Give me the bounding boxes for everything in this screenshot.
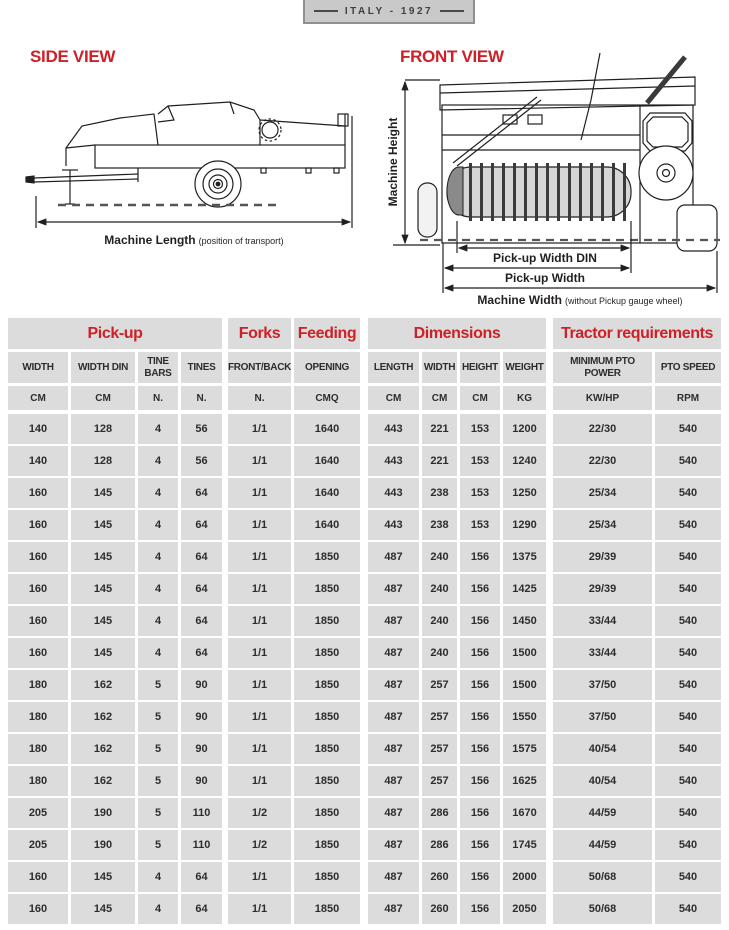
table-cell: 1745 — [503, 830, 546, 860]
machine-width-label: Machine Width (without Pickup gauge wheel) — [477, 293, 683, 307]
pickup-width-label: Pick-up Width — [505, 271, 585, 285]
table-row — [8, 894, 721, 926]
table-row — [8, 830, 721, 862]
table-cell: 1250 — [503, 478, 546, 508]
table-cell: 156 — [460, 766, 500, 796]
table-cell: 1375 — [503, 542, 546, 572]
table-cell: 487 — [368, 798, 419, 828]
table-cell: 1/1 — [228, 510, 291, 540]
table-cell: 1640 — [294, 510, 360, 540]
table-column-header: WIDTH DIN — [71, 352, 135, 383]
table-cell: 1240 — [503, 446, 546, 476]
table-cell: 64 — [181, 574, 222, 604]
table-cell: 56 — [181, 446, 222, 476]
table-cell: 487 — [368, 830, 419, 860]
table-column-header: TINE BARS — [138, 352, 178, 383]
table-cell: 37/50 — [553, 702, 652, 732]
table-row — [8, 606, 721, 638]
table-cell: 160 — [8, 894, 68, 924]
table-unit-cell: N. — [138, 386, 178, 410]
table-cell: 1/1 — [228, 862, 291, 892]
table-unit-cell: KG — [503, 386, 546, 410]
table-cell: 64 — [181, 542, 222, 572]
table-cell: 257 — [422, 702, 457, 732]
table-column-header: WEIGHT — [503, 352, 546, 383]
table-cell: 190 — [71, 830, 135, 860]
table-unit-cell: KW/HP — [553, 386, 652, 410]
table-cell: 240 — [422, 606, 457, 636]
table-cell: 128 — [71, 414, 135, 444]
table-cell: 1500 — [503, 638, 546, 668]
table-row — [8, 670, 721, 702]
table-cell: 153 — [460, 414, 500, 444]
table-cell: 205 — [8, 798, 68, 828]
table-cell: 4 — [138, 542, 178, 572]
table-cell: 1850 — [294, 830, 360, 860]
table-cell: 145 — [71, 574, 135, 604]
table-cell: 4 — [138, 414, 178, 444]
table-cell: 40/54 — [553, 766, 652, 796]
table-cell: 90 — [181, 670, 222, 700]
table-cell: 128 — [71, 446, 135, 476]
table-unit-cell: RPM — [655, 386, 721, 410]
table-cell: 140 — [8, 414, 68, 444]
table-cell: 1550 — [503, 702, 546, 732]
table-cell: 90 — [181, 702, 222, 732]
side-view-drawing — [8, 70, 375, 265]
table-cell: 44/59 — [553, 798, 652, 828]
table-cell: 145 — [71, 638, 135, 668]
table-cell: 4 — [138, 606, 178, 636]
table-column-header: FRONT/BACK — [228, 352, 291, 383]
table-cell: 5 — [138, 734, 178, 764]
table-cell: 1/1 — [228, 766, 291, 796]
table-column-header: PTO SPEED — [655, 352, 721, 383]
table-cell: 1850 — [294, 798, 360, 828]
table-cell: 257 — [422, 670, 457, 700]
table-cell: 1850 — [294, 542, 360, 572]
table-cell: 1/2 — [228, 798, 291, 828]
table-cell: 240 — [422, 542, 457, 572]
table-cell: 90 — [181, 734, 222, 764]
table-unit-cell: CM — [8, 386, 68, 410]
table-cell: 540 — [655, 574, 721, 604]
table-cell: 156 — [460, 542, 500, 572]
table-cell: 156 — [460, 574, 500, 604]
table-unit-cell: CM — [368, 386, 419, 410]
table-cell: 487 — [368, 638, 419, 668]
logo-dash-right — [440, 10, 464, 12]
table-cell: 50/68 — [553, 894, 652, 924]
table-cell: 64 — [181, 638, 222, 668]
table-group-title: Pick-up — [8, 318, 222, 349]
table-row — [8, 414, 721, 446]
table-cell: 443 — [368, 446, 419, 476]
table-row — [8, 574, 721, 606]
table-cell: 540 — [655, 894, 721, 924]
table-cell: 162 — [71, 766, 135, 796]
table-cell: 1850 — [294, 766, 360, 796]
table-row — [8, 542, 721, 574]
table-cell: 156 — [460, 606, 500, 636]
table-cell: 156 — [460, 670, 500, 700]
table-cell: 443 — [368, 478, 419, 508]
table-cell: 1670 — [503, 798, 546, 828]
table-cell: 1/1 — [228, 542, 291, 572]
table-cell: 1640 — [294, 414, 360, 444]
table-cell: 153 — [460, 510, 500, 540]
table-cell: 153 — [460, 446, 500, 476]
table-units-row — [8, 386, 721, 414]
table-cell: 180 — [8, 702, 68, 732]
table-cell: 1850 — [294, 894, 360, 924]
table-cell: 205 — [8, 830, 68, 860]
table-cell: 64 — [181, 510, 222, 540]
table-cell: 540 — [655, 862, 721, 892]
table-cell: 540 — [655, 670, 721, 700]
table-cell: 1640 — [294, 478, 360, 508]
table-cell: 160 — [8, 510, 68, 540]
table-cell: 540 — [655, 478, 721, 508]
table-cell: 4 — [138, 574, 178, 604]
table-cell: 1/1 — [228, 734, 291, 764]
table-cell: 180 — [8, 734, 68, 764]
table-cell: 1625 — [503, 766, 546, 796]
table-cell: 180 — [8, 766, 68, 796]
table-cell: 540 — [655, 510, 721, 540]
table-cell: 286 — [422, 798, 457, 828]
table-cell: 37/50 — [553, 670, 652, 700]
table-cell: 240 — [422, 638, 457, 668]
table-cell: 540 — [655, 766, 721, 796]
table-row — [8, 766, 721, 798]
table-cell: 160 — [8, 478, 68, 508]
table-cell: 190 — [71, 798, 135, 828]
table-cell: 260 — [422, 894, 457, 924]
table-cell: 145 — [71, 510, 135, 540]
table-group-title: Dimensions — [368, 318, 546, 349]
table-cell: 1/2 — [228, 830, 291, 860]
machine-length-label: Machine Length (position of transport) — [104, 233, 284, 247]
table-cell: 162 — [71, 670, 135, 700]
table-cell: 64 — [181, 606, 222, 636]
table-cell: 33/44 — [553, 606, 652, 636]
table-cell: 487 — [368, 606, 419, 636]
table-cell: 487 — [368, 670, 419, 700]
table-cell: 180 — [8, 670, 68, 700]
table-cell: 4 — [138, 862, 178, 892]
table-cell: 160 — [8, 862, 68, 892]
table-cell: 25/34 — [553, 478, 652, 508]
table-cell: 145 — [71, 478, 135, 508]
table-cell: 110 — [181, 830, 222, 860]
table-cell: 443 — [368, 510, 419, 540]
table-cell: 540 — [655, 734, 721, 764]
table-row — [8, 478, 721, 510]
table-cell: 1/1 — [228, 574, 291, 604]
table-cell: 160 — [8, 606, 68, 636]
table-cell: 540 — [655, 638, 721, 668]
table-row — [8, 446, 721, 478]
table-cell: 487 — [368, 894, 419, 924]
side-view-title: SIDE VIEW — [30, 47, 116, 66]
table-cell: 1450 — [503, 606, 546, 636]
table-cell: 153 — [460, 478, 500, 508]
table-cell: 50/68 — [553, 862, 652, 892]
table-cell: 56 — [181, 414, 222, 444]
table-cell: 5 — [138, 766, 178, 796]
table-cell: 1290 — [503, 510, 546, 540]
table-cell: 1200 — [503, 414, 546, 444]
table-cell: 240 — [422, 574, 457, 604]
table-row — [8, 638, 721, 670]
table-cell: 29/39 — [553, 574, 652, 604]
table-cell: 22/30 — [553, 446, 652, 476]
table-cell: 487 — [368, 862, 419, 892]
table-cell: 145 — [71, 606, 135, 636]
table-cell: 540 — [655, 798, 721, 828]
table-cell: 156 — [460, 862, 500, 892]
table-cell: 487 — [368, 702, 419, 732]
front-view-title: FRONT VIEW — [400, 47, 504, 66]
table-cell: 540 — [655, 830, 721, 860]
table-cell: 1/1 — [228, 702, 291, 732]
table-cell: 1640 — [294, 446, 360, 476]
table-cell: 156 — [460, 798, 500, 828]
table-cell: 1/1 — [228, 446, 291, 476]
table-cell: 1850 — [294, 862, 360, 892]
table-group-row — [8, 318, 721, 352]
table-cell: 64 — [181, 478, 222, 508]
table-cell: 145 — [71, 862, 135, 892]
brand-logo — [303, 0, 475, 24]
table-cell: 221 — [422, 446, 457, 476]
table-cell: 4 — [138, 894, 178, 924]
table-cell: 145 — [71, 894, 135, 924]
pickup-reel — [447, 163, 631, 221]
table-cell: 257 — [422, 766, 457, 796]
table-cell: 2050 — [503, 894, 546, 924]
table-cell: 1575 — [503, 734, 546, 764]
table-cell: 1850 — [294, 670, 360, 700]
table-cell: 257 — [422, 734, 457, 764]
table-unit-cell: CMQ — [294, 386, 360, 410]
table-row — [8, 510, 721, 542]
table-cell: 1850 — [294, 606, 360, 636]
table-unit-cell: CM — [71, 386, 135, 410]
table-cell: 145 — [71, 542, 135, 572]
table-cell: 1850 — [294, 702, 360, 732]
table-row — [8, 862, 721, 894]
table-cell: 64 — [181, 894, 222, 924]
table-cell: 221 — [422, 414, 457, 444]
table-cell: 540 — [655, 542, 721, 572]
spec-table-body — [8, 414, 721, 926]
front-view-drawing — [385, 45, 729, 310]
table-cell: 162 — [71, 702, 135, 732]
table-cell: 29/39 — [553, 542, 652, 572]
table-group-title: Forks — [228, 318, 291, 349]
table-cell: 25/34 — [553, 510, 652, 540]
table-cell: 540 — [655, 606, 721, 636]
table-cell: 1850 — [294, 638, 360, 668]
table-group-title: Tractor requirements — [553, 318, 721, 349]
table-cell: 156 — [460, 702, 500, 732]
table-cell: 156 — [460, 638, 500, 668]
table-cell: 33/44 — [553, 638, 652, 668]
table-cell: 238 — [422, 510, 457, 540]
table-cell: 487 — [368, 574, 419, 604]
table-cell: 487 — [368, 542, 419, 572]
table-header-row — [8, 352, 721, 386]
logo-text: ITALY - 1927 — [344, 5, 434, 17]
table-row — [8, 798, 721, 830]
logo-dash-left — [314, 10, 338, 12]
table-cell: 540 — [655, 414, 721, 444]
table-cell: 5 — [138, 670, 178, 700]
table-cell: 160 — [8, 638, 68, 668]
table-cell: 2000 — [503, 862, 546, 892]
table-cell: 5 — [138, 830, 178, 860]
table-cell: 90 — [181, 766, 222, 796]
table-cell: 1/1 — [228, 638, 291, 668]
table-cell: 487 — [368, 766, 419, 796]
table-cell: 1425 — [503, 574, 546, 604]
table-cell: 540 — [655, 702, 721, 732]
table-cell: 162 — [71, 734, 135, 764]
table-cell: 286 — [422, 830, 457, 860]
table-cell: 238 — [422, 478, 457, 508]
table-cell: 1/1 — [228, 478, 291, 508]
table-cell: 443 — [368, 414, 419, 444]
table-cell: 1850 — [294, 734, 360, 764]
spec-table — [8, 318, 721, 926]
table-cell: 22/30 — [553, 414, 652, 444]
table-cell: 1/1 — [228, 606, 291, 636]
table-cell: 5 — [138, 702, 178, 732]
table-cell: 260 — [422, 862, 457, 892]
table-cell: 540 — [655, 446, 721, 476]
table-column-header: WIDTH — [422, 352, 457, 383]
table-cell: 156 — [460, 894, 500, 924]
table-cell: 156 — [460, 830, 500, 860]
table-unit-cell: N. — [228, 386, 291, 410]
table-cell: 110 — [181, 798, 222, 828]
table-cell: 40/54 — [553, 734, 652, 764]
table-cell: 1500 — [503, 670, 546, 700]
table-cell: 160 — [8, 542, 68, 572]
table-cell: 4 — [138, 478, 178, 508]
table-row — [8, 734, 721, 766]
table-cell: 1/1 — [228, 894, 291, 924]
table-column-header: HEIGHT — [460, 352, 500, 383]
table-group-title: Feeding — [294, 318, 360, 349]
table-unit-cell: CM — [422, 386, 457, 410]
table-cell: 4 — [138, 638, 178, 668]
table-column-header: WIDTH — [8, 352, 68, 383]
pickup-width-din-label: Pick-up Width DIN — [493, 251, 597, 265]
table-column-header: TINES — [181, 352, 222, 383]
table-cell: 1/1 — [228, 414, 291, 444]
table-cell: 4 — [138, 510, 178, 540]
table-cell: 44/59 — [553, 830, 652, 860]
table-row — [8, 702, 721, 734]
table-unit-cell: CM — [460, 386, 500, 410]
table-cell: 4 — [138, 446, 178, 476]
table-cell: 487 — [368, 734, 419, 764]
machine-height-label: Machine Height — [386, 117, 400, 207]
table-column-header: LENGTH — [368, 352, 419, 383]
table-cell: 140 — [8, 446, 68, 476]
table-cell: 156 — [460, 734, 500, 764]
table-cell: 5 — [138, 798, 178, 828]
table-column-header: OPENING — [294, 352, 360, 383]
table-cell: 1850 — [294, 574, 360, 604]
table-cell: 64 — [181, 862, 222, 892]
table-cell: 160 — [8, 574, 68, 604]
table-unit-cell: N. — [181, 386, 222, 410]
table-column-header: MINIMUM PTO POWER — [553, 352, 652, 383]
table-cell: 1/1 — [228, 670, 291, 700]
